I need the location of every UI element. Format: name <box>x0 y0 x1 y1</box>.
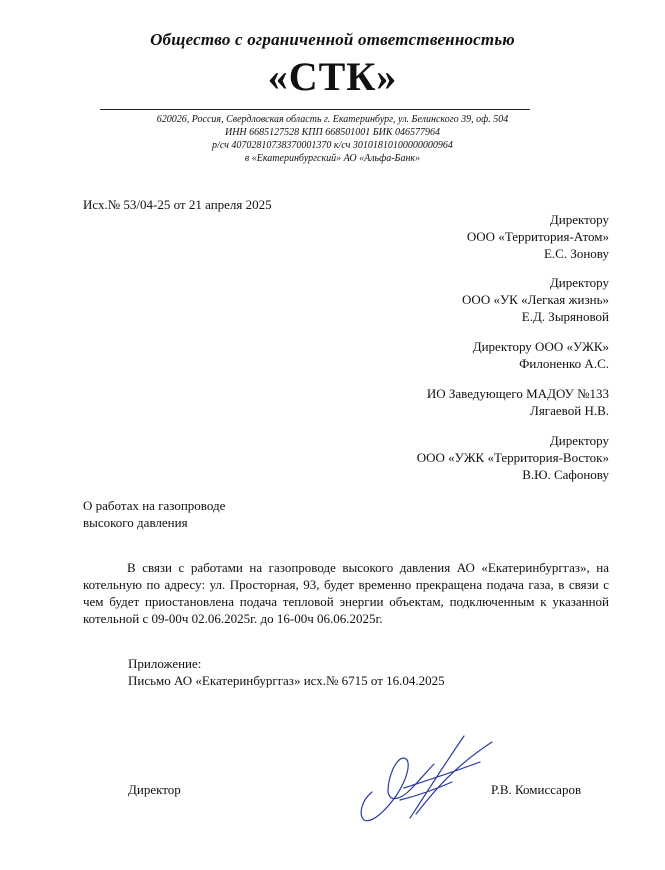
requisites-bank: в «Екатеринбургский» АО «Альфа-Банк» <box>244 153 421 164</box>
addressee-line: Директору <box>549 275 609 290</box>
letterhead-divider <box>100 109 530 110</box>
subject-line: О работах на газопроводе <box>83 498 226 513</box>
addressee-block <box>473 338 609 372</box>
addressee-line: Директору <box>549 212 609 227</box>
addressee-line: Лягаевой Н.В. <box>530 403 609 418</box>
addressee-line: ООО «Территория-Атом» <box>466 229 609 244</box>
attachment-item: Письмо АО «Екатеринбурггаз» исх.№ 6715 от 16.04.2025 <box>128 673 445 688</box>
signatory-name: Р.В. Комиссаров <box>491 782 582 797</box>
handwritten-signature <box>352 730 502 825</box>
signatory-role: Директор <box>128 782 181 797</box>
addressee-line: ООО «УЖК «Территория-Восток» <box>416 450 609 465</box>
addressee-line: Филоненко А.С. <box>519 356 609 371</box>
letter-subject <box>83 497 225 531</box>
addressee-line: ООО «УК «Легкая жизнь» <box>462 292 609 307</box>
subject-line: высокого давления <box>83 515 188 530</box>
addressee-block <box>417 432 609 483</box>
addressee-block <box>467 211 609 262</box>
requisites-address: 620026, Россия, Свердловская область г. Екатеринбург, ул. Белинского 39, оф. 504 <box>156 114 509 125</box>
letterhead-org-type: Общество с ограниченной ответственностью <box>150 30 515 49</box>
addressee-line: Директору ООО «УЖК» <box>472 339 609 354</box>
addressee-line: Е.Д. Зыряновой <box>521 309 609 324</box>
outgoing-reference: Исх.№ 53/04-25 от 21 апреля 2025 <box>83 197 272 212</box>
attachment-label: Приложение: <box>128 656 202 671</box>
requisites-tax-ids: ИНН 6685127528 КПП 668501001 БИК 046577964 <box>224 127 440 138</box>
attachment-block <box>128 655 445 689</box>
addressee-line: Е.С. Зонову <box>543 246 609 261</box>
addressee-block <box>427 385 609 419</box>
addressee-block <box>462 274 609 325</box>
addressee-line: Директору <box>549 433 609 448</box>
addressee-line: ИО Заведующего МАДОУ №133 <box>426 386 609 401</box>
addressee-line: В.Ю. Сафонову <box>522 467 609 482</box>
requisites-accounts: р/сч 40702810738370001370 к/сч 30101810100000000964 <box>212 140 453 151</box>
letter-body: В связи с работами на газопроводе высокого давления АО «Екатеринбурггаз», на котельную по адресу: ул. Просторная, 93, будет временно прекращена подача газа, в связи с чем будет приостановлена подача тепловой энергии объектам, подключенным к указанной котельной с 09-00ч 02.06.2025г. до 16-00ч 06.06.2025г. <box>83 560 609 626</box>
letterhead-org-name: «СТК» <box>267 54 398 99</box>
